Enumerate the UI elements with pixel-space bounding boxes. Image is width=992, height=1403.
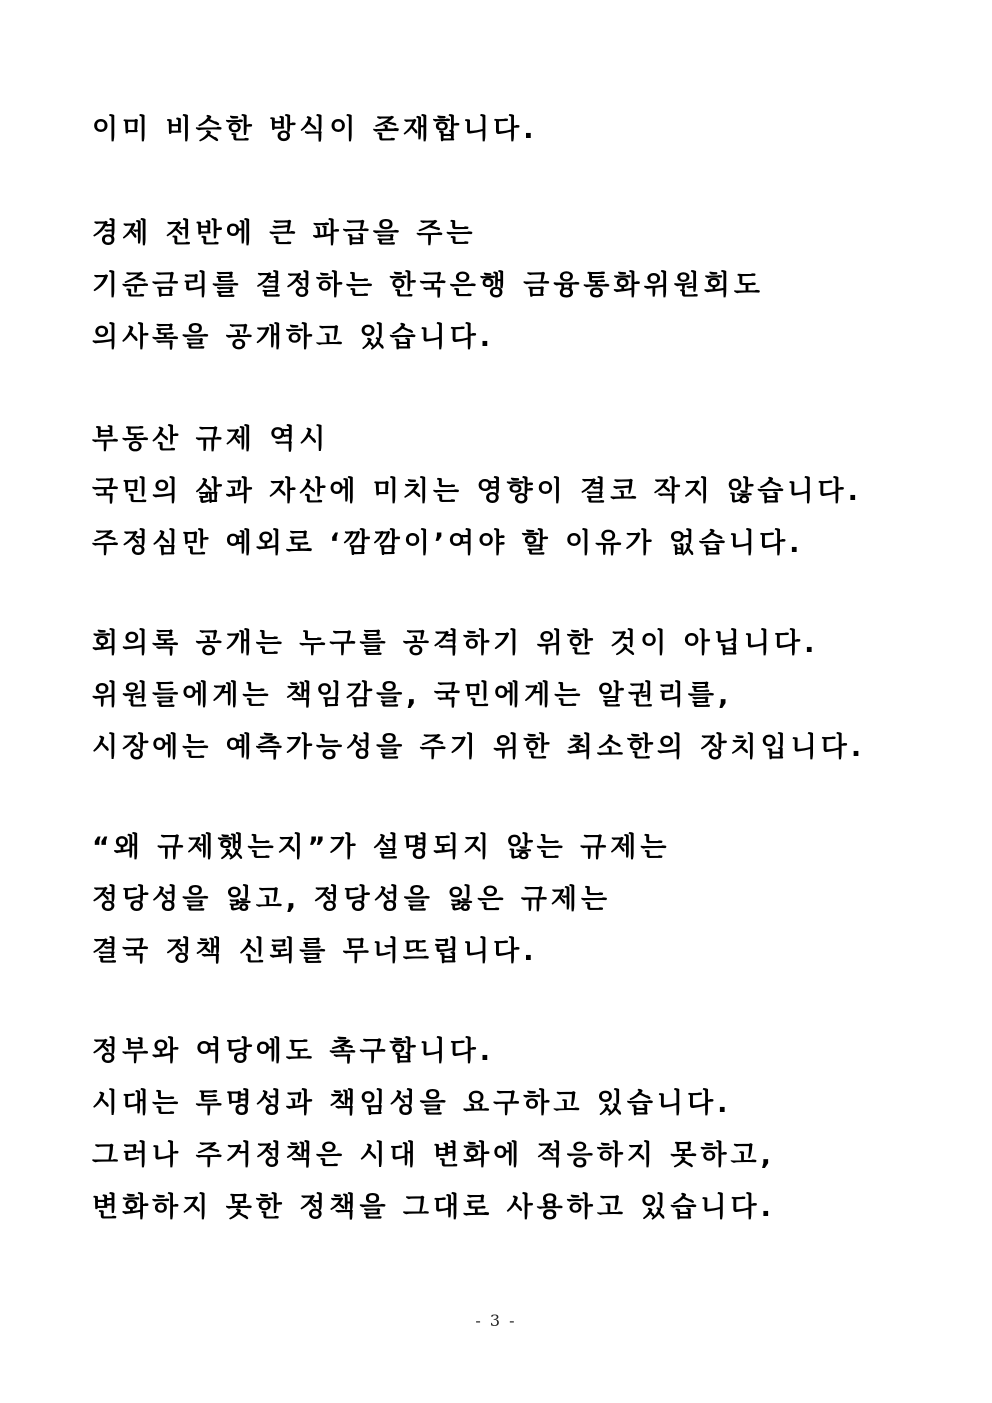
text-line: 경제 전반에 큰 파급을 주는: [92, 218, 477, 249]
text-line: 시대는 투명성과 책임성을 요구하고 있습니다.: [92, 1088, 732, 1119]
text-line: 정당성을 잃고, 정당성을 잃은 규제는: [92, 884, 612, 915]
text-line: 부동산 규제 역시: [92, 424, 330, 455]
page-number: - 3 -: [475, 1311, 517, 1330]
text-line: 국민의 삶과 자산에 미치는 영향이 결코 작지 않습니다.: [92, 476, 862, 507]
text-line: 위원들에게는 책임감을, 국민에게는 알권리를,: [92, 680, 733, 711]
text-line: 그러나 주거정책은 시대 변화에 적응하지 못하고,: [92, 1140, 775, 1171]
text-line: 정부와 여당에도 촉구합니다.: [92, 1036, 495, 1067]
text-line: 결국 정책 신뢰를 무너뜨립니다.: [92, 936, 538, 967]
text-line: 의사록을 공개하고 있습니다.: [92, 322, 495, 353]
text-line: 회의록 공개는 누구를 공격하기 위한 것이 아닙니다.: [92, 628, 819, 659]
text-line: “왜 규제했는지”가 설명되지 않는 규제는: [92, 832, 671, 863]
text-line: 이미 비슷한 방식이 존재합니다.: [92, 114, 538, 145]
text-line: 기준금리를 결정하는 한국은행 금융통화위원회도: [92, 270, 764, 301]
text-line: 변화하지 못한 정책을 그대로 사용하고 있습니다.: [92, 1192, 775, 1223]
text-line: 시장에는 예측가능성을 주기 위한 최소한의 장치입니다.: [92, 732, 866, 763]
text-line: 주정심만 예외로 ‘깜깜이’여야 할 이유가 없습니다.: [92, 528, 804, 559]
